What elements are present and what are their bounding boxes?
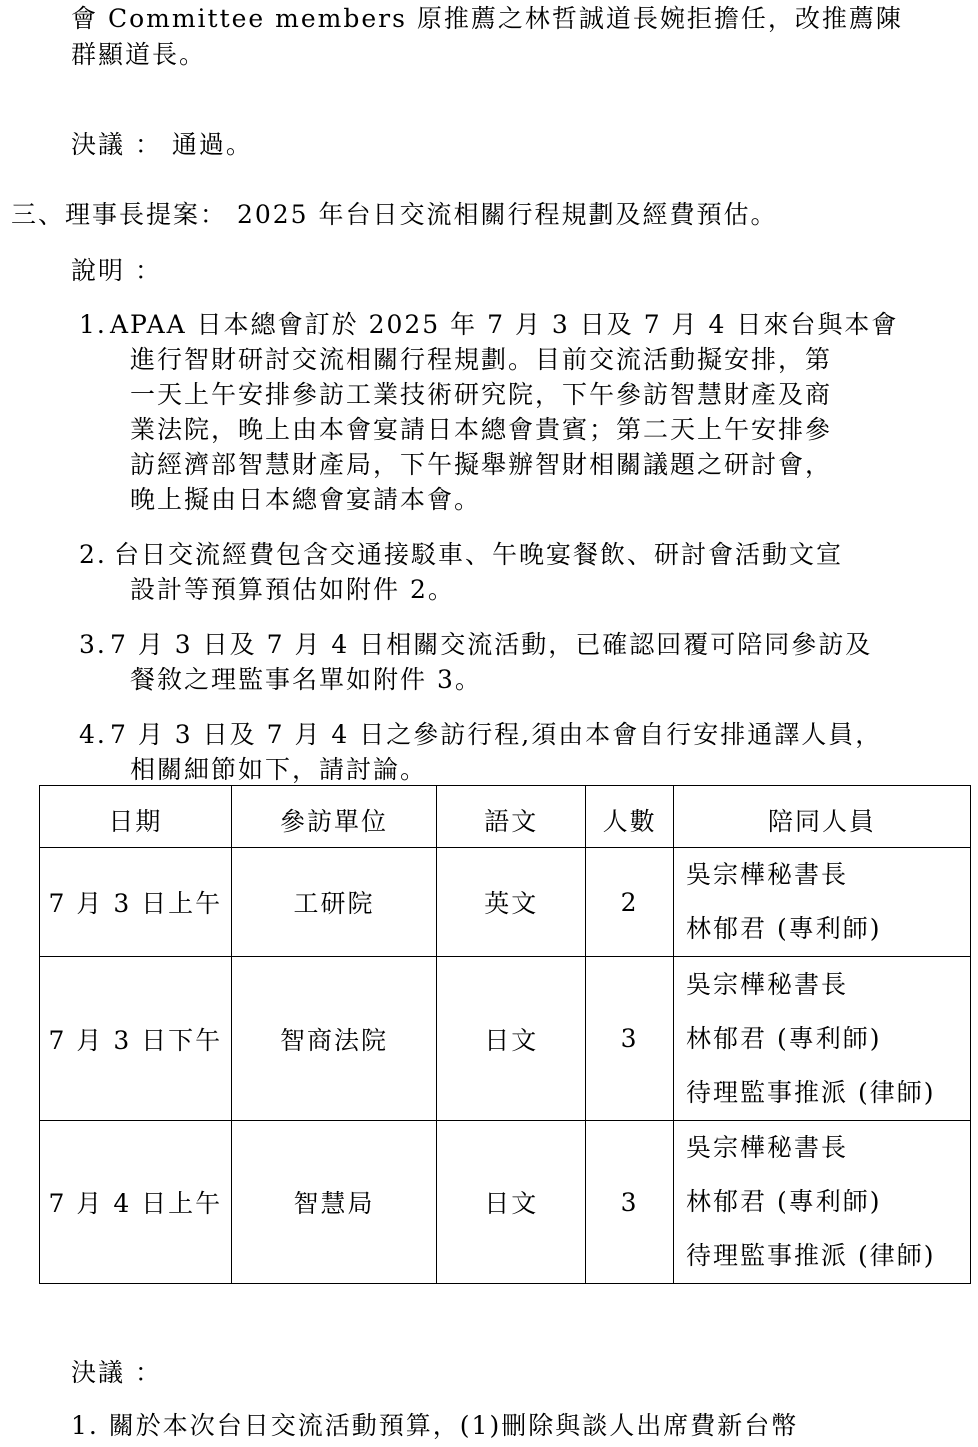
- item-3-line-1: 7 月 3 日及 7 月 4 日相關交流活動，已確認回覆可陪同參訪及: [110, 630, 873, 659]
- resolution-item-1: 1. 關於本次台日交流活動預算，(1)刪除與談人出席費新台幣: [71, 1411, 799, 1440]
- cell-language: 日文: [437, 1121, 586, 1284]
- item-4-number: 4.: [79, 720, 107, 749]
- table-row: [40, 1121, 971, 1284]
- item-1-line-3: 一天上午安排參訪工業技術研究院，下午參訪智慧財產及商: [130, 380, 833, 409]
- item-3-number: 3.: [79, 630, 107, 659]
- proposal-heading: 三、理事長提案： 2025 年台日交流相關行程規劃及經費預估。: [11, 200, 778, 229]
- item-2-number: 2.: [79, 540, 107, 569]
- cell-count: 2: [586, 848, 674, 957]
- table-header-row: [40, 786, 971, 848]
- table-row: [40, 957, 971, 1121]
- cell-date: 7 月 3 日下午: [40, 957, 232, 1121]
- header-date: 日期: [40, 786, 232, 848]
- visit-schedule-table: [39, 785, 971, 1284]
- staff-name: 待理監事推派 (律師): [686, 1241, 936, 1270]
- staff-name: 林郁君 (專利師): [686, 1023, 882, 1053]
- staff-name: 吳宗樺秘書長: [686, 969, 849, 999]
- intro-line-1: 會 Committee members 原推薦之林哲誠道長婉拒擔任，改推薦陳: [71, 4, 903, 33]
- resolution-passed: 決議 ： 通過。: [71, 130, 253, 159]
- item-1-line-2: 進行智財研討交流相關行程規劃。目前交流活動擬安排，第: [130, 345, 833, 374]
- staff-name: 林郁君 (專利師): [686, 1187, 882, 1216]
- cell-language: 日文: [437, 957, 586, 1121]
- cell-count: 3: [586, 1121, 674, 1284]
- item-1-line-6: 晚上擬由日本總會宴請本會。: [130, 485, 482, 514]
- cell-date: 7 月 4 日上午: [40, 1121, 232, 1284]
- item-4-line-2: 相關細節如下，請討論。: [130, 755, 428, 784]
- item-3-line-2: 餐敘之理監事名單如附件 3。: [130, 665, 482, 694]
- header-unit: 參訪單位: [231, 786, 437, 848]
- cell-date: 7 月 3 日上午: [40, 848, 232, 957]
- explanation-label: 說明 ：: [71, 256, 162, 285]
- table-row: [40, 848, 971, 957]
- cell-language: 英文: [437, 848, 586, 957]
- cell-unit: 工研院: [231, 848, 437, 957]
- header-staff: 陪同人員: [674, 786, 971, 848]
- cell-count: 3: [586, 957, 674, 1121]
- cell-staff: [674, 1121, 971, 1284]
- item-1-line-5: 訪經濟部智慧財產局，下午擬舉辦智財相關議題之研討會，: [130, 450, 833, 479]
- cell-unit: 智商法院: [231, 957, 437, 1121]
- item-4-line-1: 7 月 3 日及 7 月 4 日之參訪行程,須由本會自行安排通譯人員，: [110, 720, 883, 749]
- staff-name: 待理監事推派 (律師): [686, 1077, 936, 1107]
- item-1-line-4: 業法院，晚上由本會宴請日本總會貴賓；第二天上午安排參: [130, 415, 833, 444]
- cell-unit: 智慧局: [231, 1121, 437, 1284]
- staff-name: 林郁君 (專利師): [686, 914, 882, 943]
- header-count: 人數: [586, 786, 674, 848]
- staff-name: 吳宗樺秘書長: [686, 1133, 849, 1162]
- item-2-line-2: 設計等預算預估如附件 2。: [130, 575, 455, 604]
- resolution-label: 決議 ：: [71, 1358, 162, 1387]
- item-2-line-1: 台日交流經費包含交通接駁車、午晚宴餐飲、研討會活動文宣: [114, 540, 844, 569]
- item-1-line-1: APAA 日本總會訂於 2025 年 7 月 3 日及 7 月 4 日來台與本會: [110, 310, 899, 339]
- header-language: 語文: [437, 786, 586, 848]
- cell-staff: [674, 957, 971, 1121]
- intro-line-2: 群顯道長。: [71, 40, 207, 69]
- staff-name: 吳宗樺秘書長: [686, 860, 849, 889]
- item-1-number: 1.: [79, 310, 107, 339]
- cell-staff: [674, 848, 971, 957]
